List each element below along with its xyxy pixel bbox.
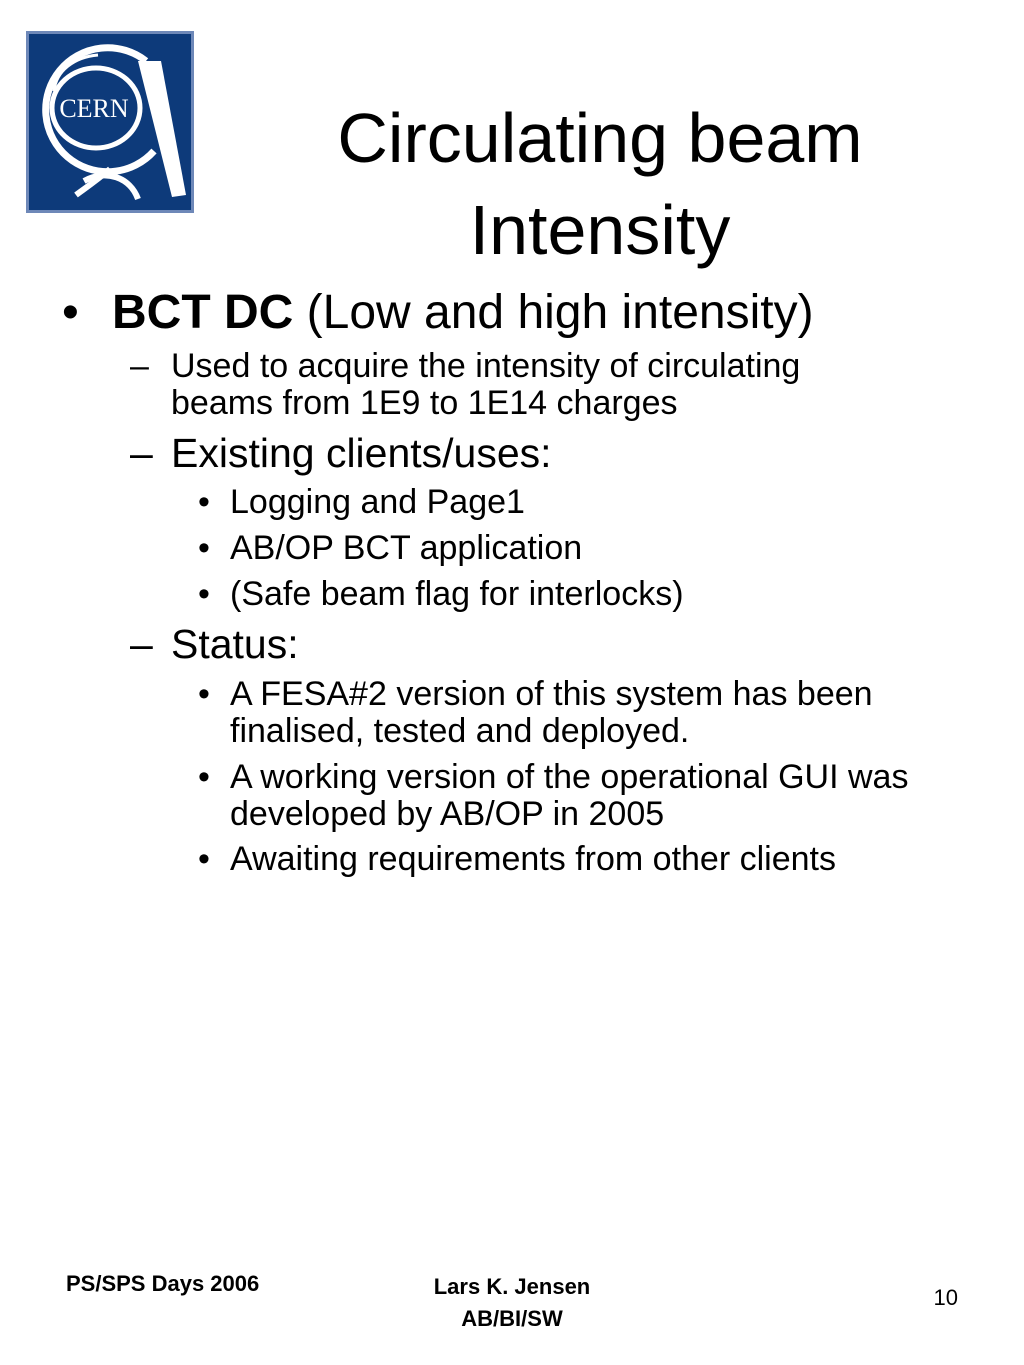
footer-event: PS/SPS Days 2006: [66, 1271, 260, 1296]
bullet-marker: •: [198, 758, 210, 796]
page-number: 10: [933, 1285, 958, 1310]
cern-logo-icon: [26, 31, 194, 213]
description-line-2: beams from 1E9 to 1E14 charges: [171, 384, 678, 422]
slide-title-line-1: Circulating beam: [337, 98, 863, 177]
bullet-bold-text: BCT DC: [112, 286, 294, 339]
cern-logo-text: CERN: [59, 94, 129, 123]
footer-author: [382, 1271, 642, 1335]
description-line-1: Used to acquire the intensity of circulating: [171, 347, 801, 385]
slide-title-line-2: Intensity: [469, 190, 731, 269]
dash-marker: –: [130, 621, 153, 667]
bullet-marker: •: [198, 840, 210, 878]
dash-marker: –: [130, 347, 149, 385]
bullet-marker: •: [198, 675, 210, 713]
bullet-marker: •: [198, 529, 210, 567]
status-label: Status:: [171, 621, 299, 667]
slide-title: [200, 92, 1000, 276]
existing-clients-label: Existing clients/uses:: [171, 430, 552, 476]
cern-logo: [26, 31, 194, 213]
footer-author-group: AB/BI/SW: [461, 1306, 563, 1331]
footer-author-name: Lars K. Jensen: [433, 1274, 591, 1299]
bullet-marker: •: [198, 575, 210, 613]
dash-marker: –: [130, 430, 153, 476]
bullet-marker: •: [198, 483, 210, 521]
bullet-rest-text: (Low and high intensity): [293, 286, 814, 339]
bullet-marker: •: [62, 286, 79, 339]
